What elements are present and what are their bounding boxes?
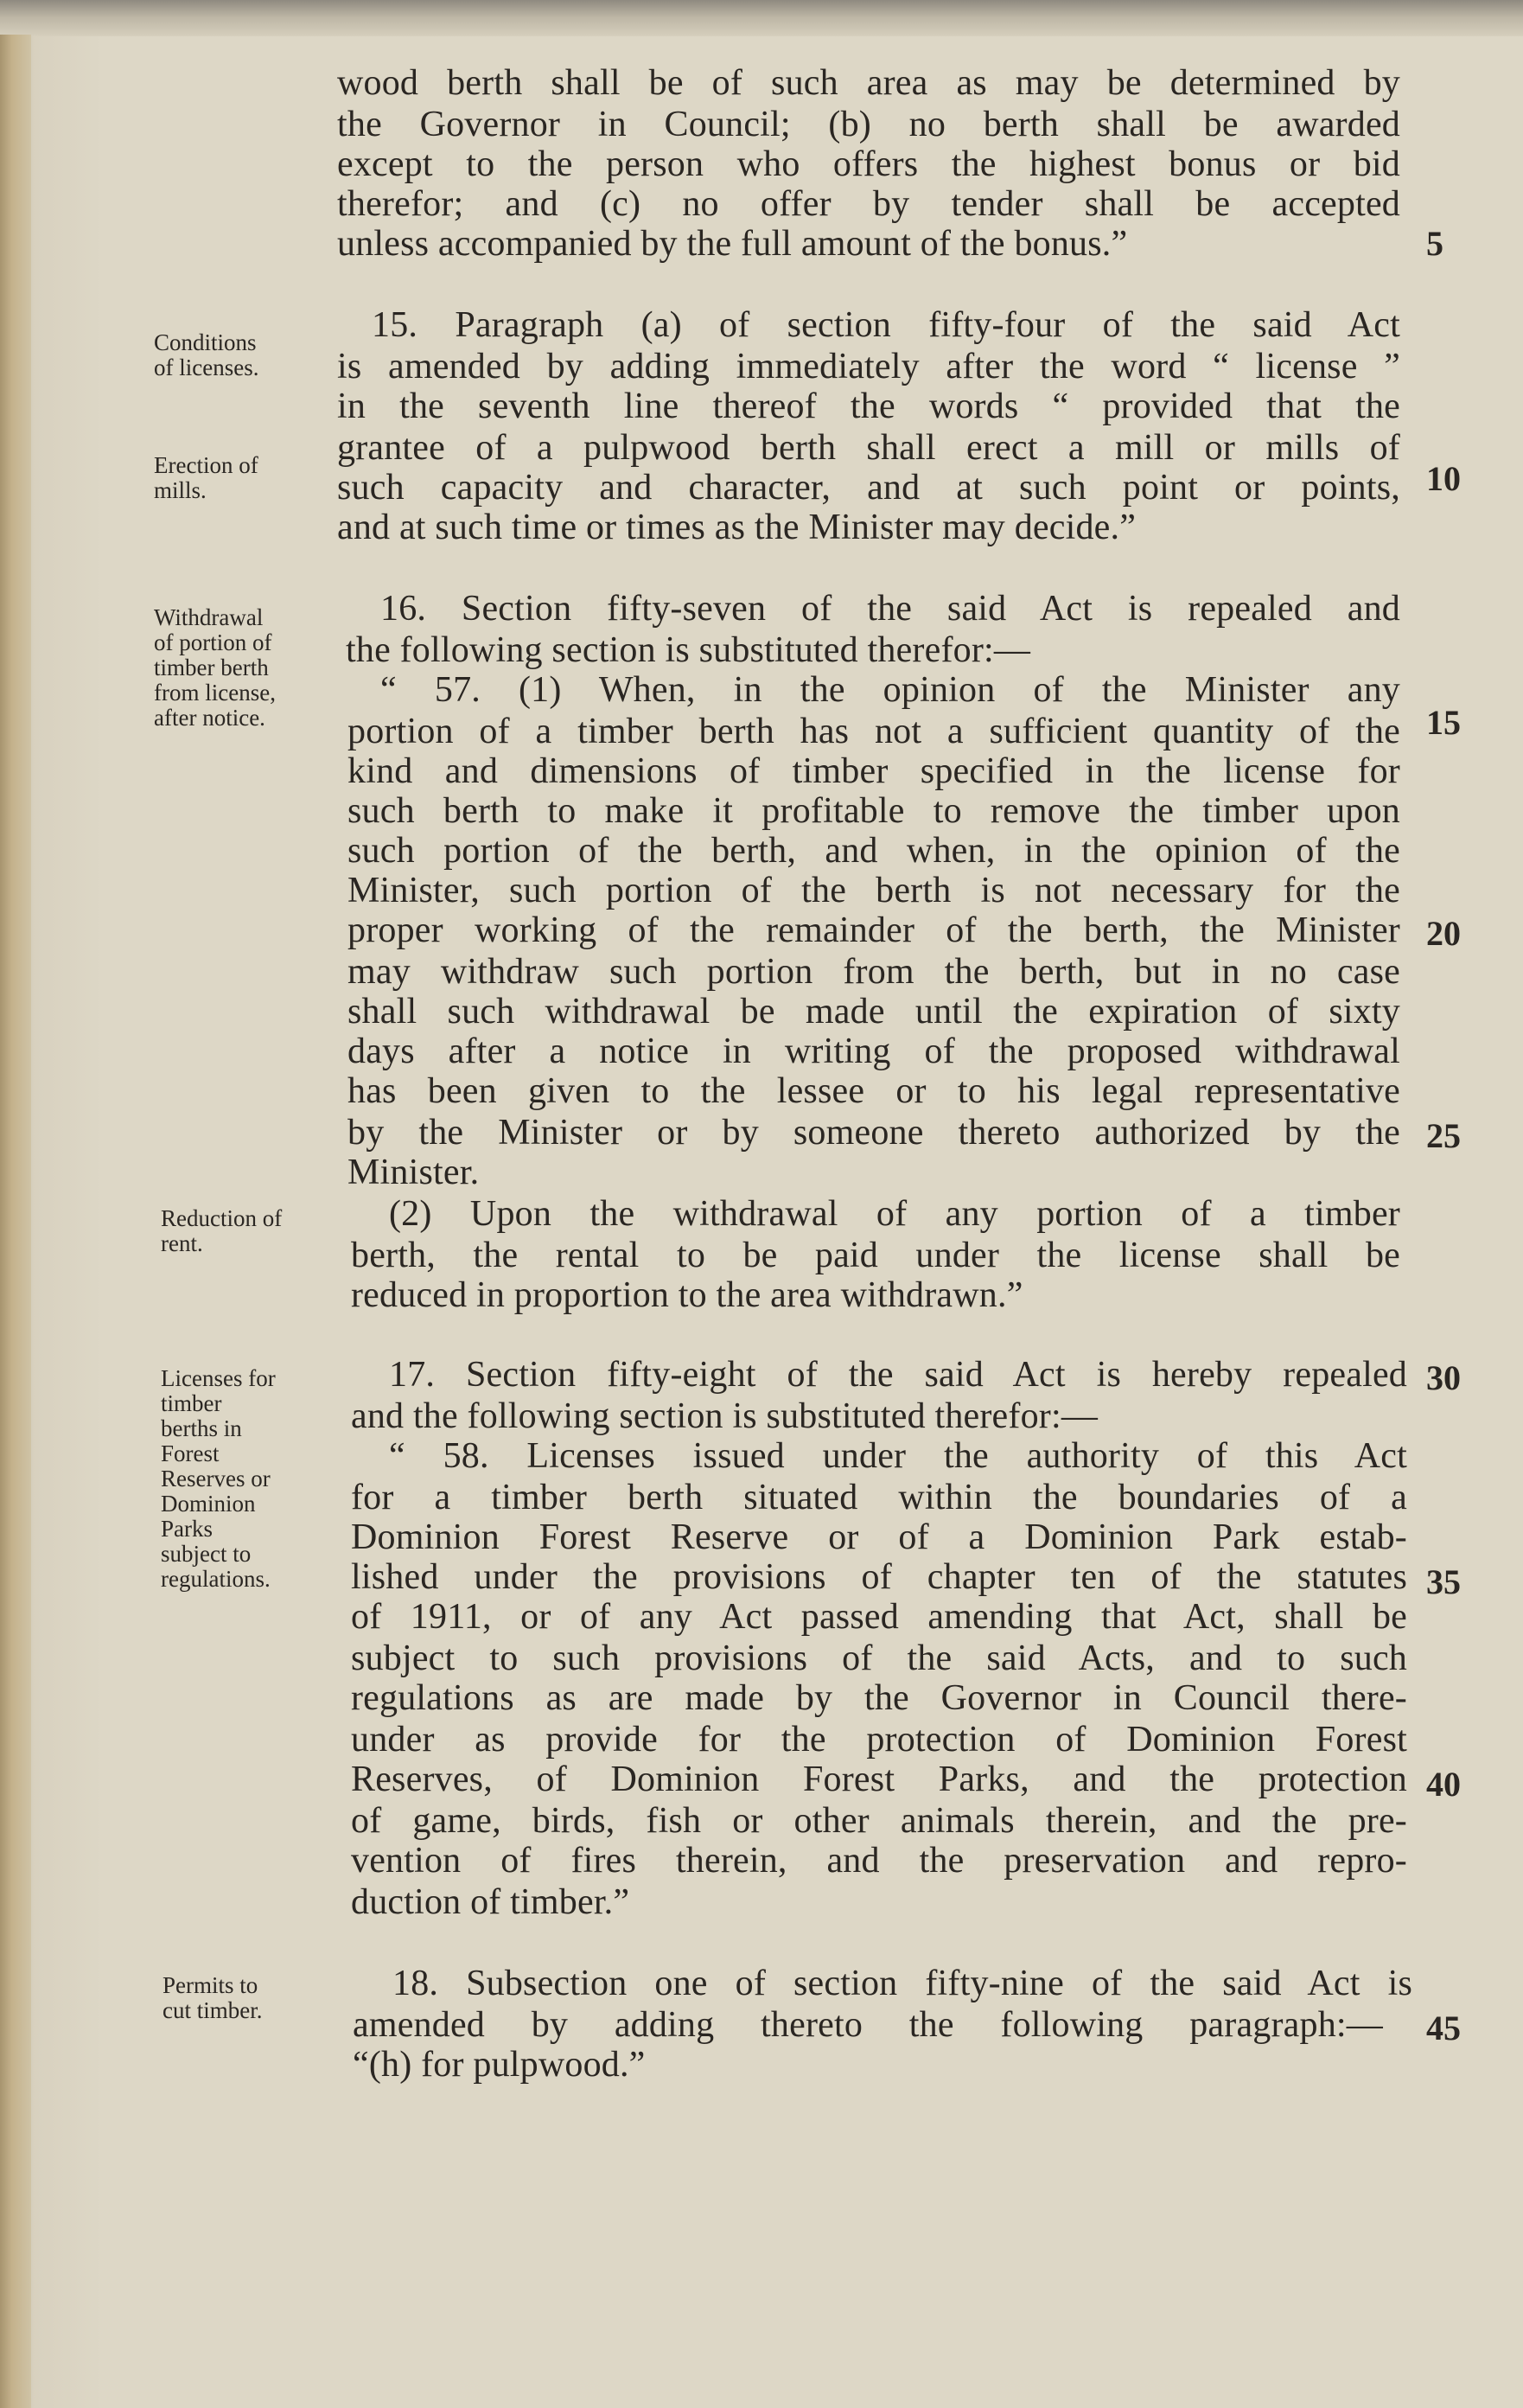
body-line: may withdraw such portion from the berth, but in no case xyxy=(347,952,1400,992)
line-number: 30 xyxy=(1426,1358,1461,1397)
body-line: and the following section is substituted therefor:— xyxy=(351,1396,1099,1436)
body-line: except to the person who offers the highest bonus or bid xyxy=(337,144,1400,184)
body-line: berth, the rental to be paid under the license shall be xyxy=(351,1236,1400,1275)
body-line: lished under the provisions of chapter ten of the statutes xyxy=(351,1557,1407,1597)
line-number: 40 xyxy=(1426,1765,1461,1804)
body-line: for a timber berth situated within the boundaries of a xyxy=(351,1478,1407,1517)
body-line: shall such withdrawal be made until the expiration of sixty xyxy=(347,992,1400,1032)
margin-note-withdrawal: Withdrawal of portion of timber berth from license, after notice. xyxy=(154,604,276,731)
page-top-edge xyxy=(0,0,1523,36)
body-line: therefor; and (c) no offer by tender shall be accepted xyxy=(337,184,1400,224)
body-line: “ 58. Licenses issued under the authority of this Act xyxy=(389,1436,1407,1476)
body-line: reduced in proportion to the area withdrawn.” xyxy=(351,1275,1023,1315)
body-line: amended by adding thereto the following paragraph:— xyxy=(353,2005,1383,2045)
body-line: is amended by adding immediately after the word “ license ” xyxy=(337,347,1400,386)
body-line: Minister. xyxy=(347,1153,480,1192)
body-line: 16. Section fifty-seven of the said Act is repealed and xyxy=(380,589,1400,629)
body-line: wood berth shall be of such area as may be determined by xyxy=(337,63,1400,103)
margin-note-licenses: Licenses for timber berths in Forest Reserves or Dominion Parks subject to regulations. xyxy=(161,1365,276,1592)
body-line: of 1911, or of any Act passed amending that Act, shall be xyxy=(351,1597,1407,1637)
line-number: 5 xyxy=(1426,224,1443,263)
body-line: 17. Section fifty-eight of the said Act is hereby repealed xyxy=(389,1355,1407,1395)
line-number: 45 xyxy=(1426,2009,1461,2047)
body-line: of game, birds, fish or other animals therein, and the pre- xyxy=(351,1801,1407,1841)
body-line: regulations as are made by the Governor in Council there- xyxy=(351,1678,1407,1718)
body-line: Minister, such portion of the berth is not necessary for the xyxy=(347,871,1400,910)
body-line: 15. Paragraph (a) of section fifty-four of the said Act xyxy=(372,305,1400,345)
margin-note-erection: Erection of mills. xyxy=(154,452,258,503)
body-line: grantee of a pulpwood berth shall erect a mill or mills of xyxy=(337,428,1400,468)
body-line: days after a notice in writing of the proposed withdrawal xyxy=(347,1032,1400,1071)
body-line: Reserves, of Dominion Forest Parks, and the protection xyxy=(351,1760,1407,1799)
body-line: portion of a timber berth has not a sufficient quantity of the xyxy=(347,712,1400,751)
body-line: duction of timber.” xyxy=(351,1882,630,1922)
body-line: kind and dimensions of timber specified in the license for xyxy=(347,751,1400,791)
body-line: (2) Upon the withdrawal of any portion of a timber xyxy=(389,1194,1400,1234)
body-line: has been given to the lessee or to his legal representative xyxy=(347,1071,1400,1111)
line-number: 10 xyxy=(1426,459,1461,498)
margin-note-reduction: Reduction of rent. xyxy=(161,1205,283,1256)
body-line: the following section is substituted therefor:— xyxy=(346,630,1031,670)
line-number: 35 xyxy=(1426,1562,1461,1601)
body-line: such portion of the berth, and when, in the opinion of the xyxy=(347,831,1400,871)
line-number: 15 xyxy=(1426,703,1461,742)
margin-note-permits: Permits to cut timber. xyxy=(162,1972,263,2023)
body-line: in the seventh line thereof the words “ provided that the xyxy=(337,386,1400,426)
line-number: 25 xyxy=(1426,1116,1461,1155)
margin-note-conditions: Conditions of licenses. xyxy=(154,329,259,380)
page-binding-edge xyxy=(0,35,31,2408)
body-line: the Governor in Council; (b) no berth shall be awarded xyxy=(337,105,1400,144)
body-line: such capacity and character, and at such point or points, xyxy=(337,468,1400,508)
body-line: subject to such provisions of the said Acts, and to such xyxy=(351,1638,1407,1678)
body-line: and at such time or times as the Minister may decide.” xyxy=(337,508,1137,547)
body-line: “ 57. (1) When, in the opinion of the Minister any xyxy=(380,670,1400,710)
body-line: “(h) for pulpwood.” xyxy=(353,2045,646,2085)
body-line: such berth to make it profitable to remove the timber upon xyxy=(347,791,1400,831)
body-line: under as provide for the protection of Dominion Forest xyxy=(351,1720,1407,1760)
body-line: unless accompanied by the full amount of the bonus.” xyxy=(337,224,1128,264)
body-line: proper working of the remainder of the berth, the Minister xyxy=(347,910,1400,950)
body-line: Dominion Forest Reserve or of a Dominion Park estab- xyxy=(351,1517,1407,1557)
body-line: 18. Subsection one of section fifty-nine of the said Act is xyxy=(392,1964,1412,2003)
body-line: vention of fires therein, and the preservation and repro- xyxy=(351,1841,1407,1881)
body-line: by the Minister or by someone thereto authorized by the xyxy=(347,1113,1400,1153)
line-number: 20 xyxy=(1426,914,1461,953)
